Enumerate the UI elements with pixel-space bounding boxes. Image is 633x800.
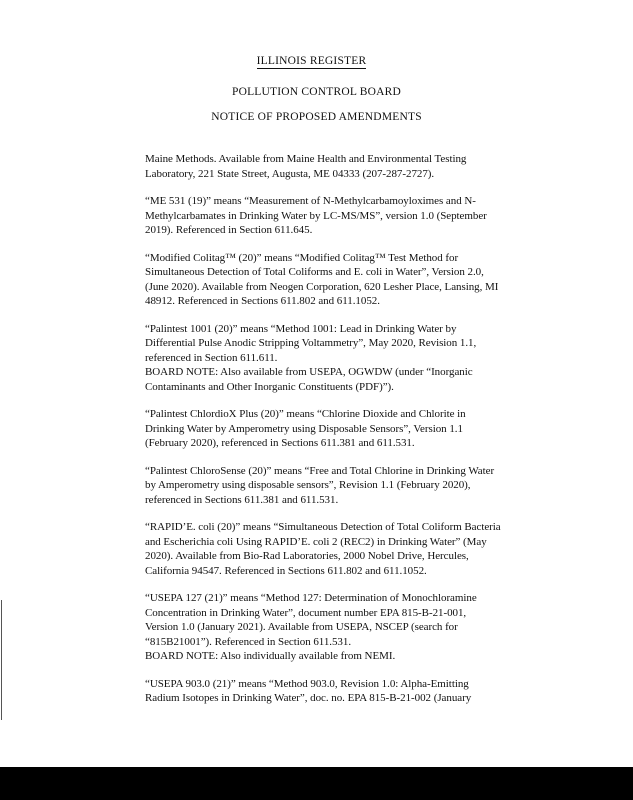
scan-bottom-border <box>0 767 633 800</box>
text-line: “815B21001”). Referenced in Section 611.531. <box>145 635 352 648</box>
text-line: “Palintest ChlordioX Plus (20)” means “Chlorine Dioxide and Chlorite in <box>145 408 466 420</box>
text-line: Version 1.0 (January 2021). Available from USEPA, NSCEP (search for <box>145 621 458 633</box>
text-line: 2020). Available from Bio-Rad Laboratories, 2000 Nobel Drive, Hercules, <box>145 550 469 562</box>
notice-title <box>0 111 633 123</box>
definition-maine-methods <box>145 152 565 181</box>
definition-me-531 <box>145 194 565 238</box>
board-note-line: BOARD NOTE: Also available from USEPA, OGWDW (under “Inorganic <box>145 366 473 378</box>
text-line: and Escherichia coli Using RAPID’E. coli 2 (REC2) in Drinking Water” (May <box>145 535 487 548</box>
text-line: Concentration in Drinking Water”, document number EPA 815-B-21-001, <box>145 606 467 619</box>
notice-title-text: NOTICE OF PROPOSED AMENDMENTS <box>211 111 422 123</box>
text-line: 2019). Referenced in Section 611.645. <box>145 224 313 236</box>
text-line: 48912. Referenced in Sections 611.802 and 611.1052. <box>145 295 380 307</box>
agency-name-text: POLLUTION CONTROL BOARD <box>231 86 401 98</box>
text-line: Differential Pulse Anodic Stripping Voltammetry”, May 2020, Revision 1.1, <box>145 337 477 349</box>
text-line: “Modified Colitag™ (20)” means “Modified Colitag™ Test Method for <box>145 251 459 264</box>
register-title-text: ILLINOIS REGISTER <box>256 55 367 67</box>
text-line: “RAPID’E. coli (20)” means “Simultaneous Detection of Total Coliform Bacteria <box>145 521 501 533</box>
definition-palintest-1001 <box>145 322 565 395</box>
definition-usepa-903 <box>145 677 565 706</box>
definition-palintest-chlordiox <box>145 407 565 451</box>
text-line: Maine Methods. Available from Maine Health and Environmental Testing <box>145 153 467 165</box>
text-line: (June 2020). Available from Neogen Corporation, 620 Lesher Place, Lansing, MI <box>145 280 499 293</box>
text-line: Radium Isotopes in Drinking Water”, doc. no. EPA 815-B-21-002 (January <box>145 692 472 704</box>
text-line: by Amperometry using disposable sensors”, Revision 1.1 (February 2020), <box>145 479 471 491</box>
scan-edge-line <box>1 600 2 720</box>
text-line: “USEPA 127 (21)” means “Method 127: Determination of Monochloramine <box>145 592 477 604</box>
text-line: “USEPA 903.0 (21)” means “Method 903.0, Revision 1.0: Alpha-Emitting <box>145 677 469 690</box>
register-title <box>0 55 628 69</box>
definition-modified-colitag <box>145 251 565 309</box>
text-line: referenced in Section 611.611. <box>145 351 278 364</box>
text-line: (February 2020), referenced in Sections 611.381 and 611.531. <box>145 437 415 449</box>
agency-name <box>0 86 633 98</box>
definition-rapid-e-coli <box>145 520 565 578</box>
text-line: referenced in Sections 611.381 and 611.531. <box>145 493 339 506</box>
text-line: “ME 531 (19)” means “Measurement of N-Methylcarbamoyloximes and N- <box>145 195 476 207</box>
definition-usepa-127 <box>145 591 565 664</box>
text-line: California 94547. Referenced in Sections 611.802 and 611.1052. <box>145 564 427 577</box>
text-line: Drinking Water by Amperometry using Disposable Sensors”, Version 1.1 <box>145 422 463 435</box>
text-line: Simultaneous Detection of Total Coliforms and E. coli in Water”, Version 2.0, <box>145 266 484 278</box>
text-line: Methylcarbamates in Drinking Water by LC-MS/MS”, version 1.0 (September <box>145 209 487 222</box>
board-note-line: Contaminants and Other Inorganic Constituents (PDF)”). <box>145 380 394 393</box>
definitions-list <box>145 152 565 706</box>
text-line: Laboratory, 221 State Street, Augusta, ME 04333 (207-287-2727). <box>145 167 435 180</box>
text-line: “Palintest ChloroSense (20)” means “Free and Total Chlorine in Drinking Water <box>145 464 495 477</box>
definition-palintest-chlorosense <box>145 464 565 508</box>
text-line: “Palintest 1001 (20)” means “Method 1001: Lead in Drinking Water by <box>145 322 457 335</box>
board-note-line: BOARD NOTE: Also individually available from NEMI. <box>145 650 396 662</box>
